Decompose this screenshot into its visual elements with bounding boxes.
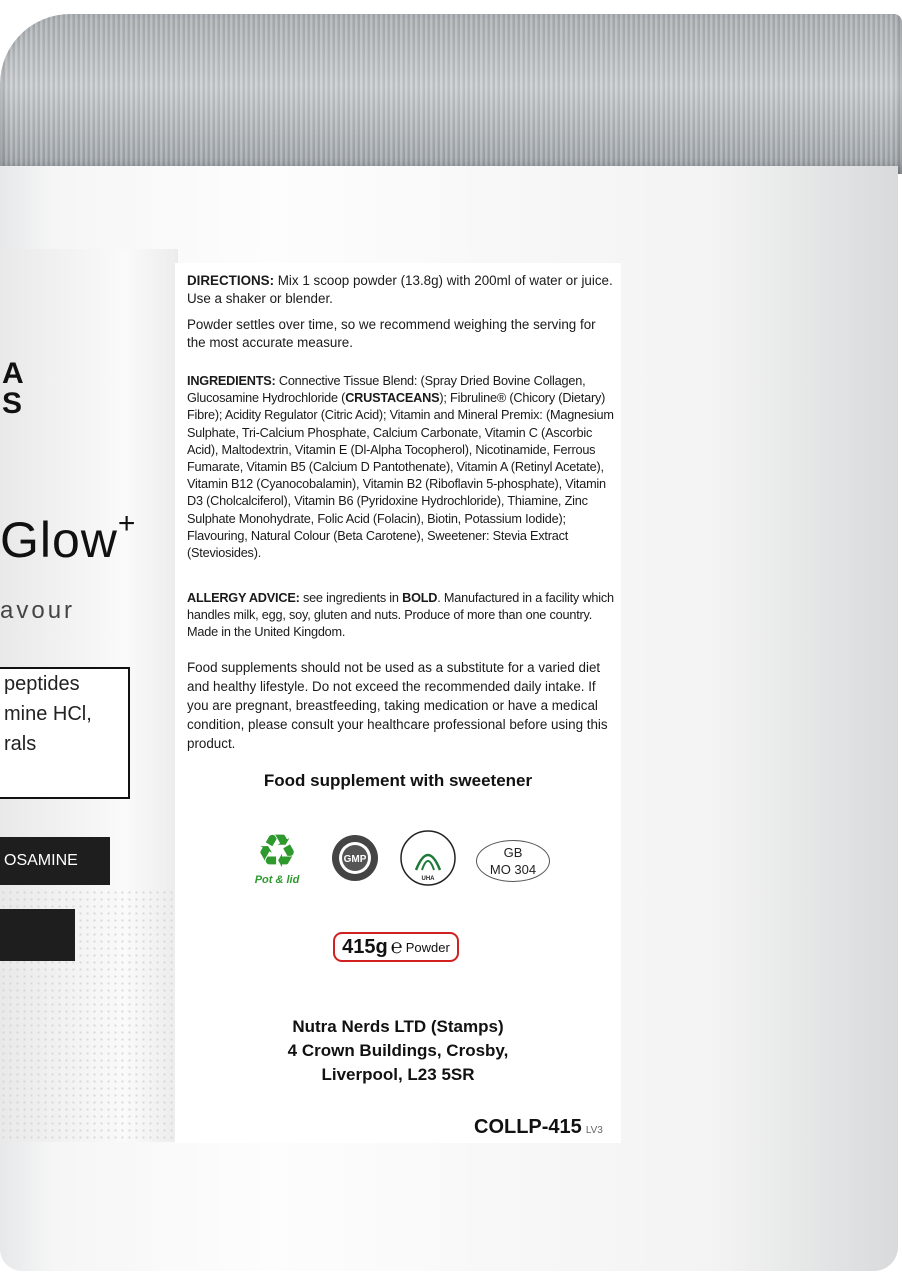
product-code: COLLP-415 LV3 <box>474 1116 603 1138</box>
recycle-logo: ♻ Pot & lid <box>250 828 304 892</box>
front-label-fragment <box>0 249 178 1142</box>
gb-approval-mark: GB MO 304 <box>476 840 550 882</box>
recycle-icon: ♻ <box>256 825 298 877</box>
manufacturer-address: Nutra Nerds LTD (Stamps) 4 Crown Buildings, Crosby, Liverpool, L23 5SR <box>287 1017 509 1084</box>
dark-bar <box>0 909 75 961</box>
directions-text: DIRECTIONS: Mix 1 scoop powder (13.8g) with 200ml of water or juice. Use a shaker or blender. <box>187 273 613 306</box>
supplement-statement: Food supplement with sweetener <box>263 771 533 790</box>
jar-lid <box>0 14 902 174</box>
ingredients-text: INGREDIENTS: Connective Tissue Blend: (Spray Dried Bovine Collagen, Glucosamine Hydrochloride (CRUSTACEANS); Fibruline® (Chicory (Dietary) Fibre); Acidity Regulator (Citric Acid); Vitamin and Mineral Premix: (Magnesium Sulphate, Tri-Calcium Phosphate, Calcium Carbonate, Vitamin C (Ascorbic Acid), Maltodextrin, Vitamin E (Dl-Alpha Tocopherol), Nicotinamide, Ferrous Fumarate, Vitamin B5 (Calcium D Pantothenate), Vitamin A (Retinyl Acetate), Vitamin B12 (Cyanocobalamin), Vitamin B2 (Riboflavin 5-phosphate), Vitamin D3 (Cholcalciferol), Vitamin B6 (Pyridoxine Hydrochloride), Thiamine, Zinc Sulphate Monohydrate, Folic Acid (Folacin), Biotin, Potassium Iodide); Flavouring, Natural Colour (Beta Carotene), Sweetener: Stevia Extract (Steviosides). <box>187 374 614 561</box>
gmp-logo <box>330 833 380 883</box>
glucosamine-bar: OSAMINE <box>0 837 110 885</box>
allergy-advice: ALLERGY ADVICE: see ingredients in BOLD. Manufactured in a facility which handles milk, egg, soy, gluten and nuts. Produce of more than one country. Made in the United Kingdom. <box>187 591 614 640</box>
gmp-text: GMP <box>343 854 367 865</box>
halal-logo <box>398 828 458 888</box>
halal-text: UHA <box>421 876 435 882</box>
product-title-fragment: Glow+ <box>0 507 137 568</box>
supplement-warning: Food supplements should not be used as a substitute for a varied diet and healthy lifestyle. Do not exceed the recommended daily intake. If you are pregnant, breastfeeding, taking medication or have a medical condition, please consult your healthcare professional before using this product. <box>187 660 608 751</box>
flavour-fragment: avour <box>0 597 76 624</box>
directions-note: Powder settles over time, so we recommend weighing the serving for the most accurate measure. <box>187 317 596 350</box>
feature-box: peptides mine HCl, rals <box>0 667 130 799</box>
net-weight-badge: 415g ℮ Powder <box>333 932 459 962</box>
estimated-sign-icon: ℮ <box>390 935 403 958</box>
label-version: LV3 <box>585 1125 603 1136</box>
brand-fragment: A S <box>2 357 24 420</box>
